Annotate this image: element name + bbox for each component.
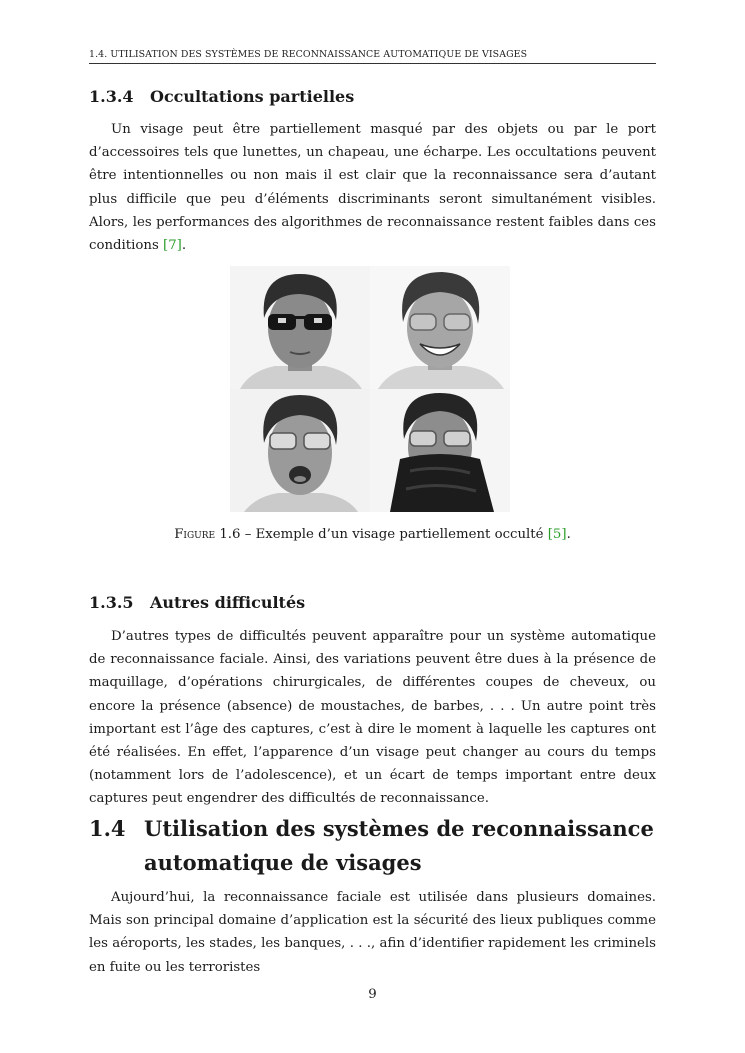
- running-head: 1.4. UTILISATION DES SYSTÈMES DE RECONNAISSANCE AUTOMATIQUE DE VISAGES: [89, 49, 656, 64]
- subsection-title: Occultations partielles: [150, 87, 355, 106]
- page-number: 9: [368, 987, 377, 1002]
- paragraph-text: Un visage peut être partiellement masqué par des objets ou par le port d’accessoires tels que lunettes, un chapeau, une écharpe. Les occultations peuvent être intentionnelles ou non mais il est clair que la reconnaissance sera d’autant plus difficile que peu d’éléments discriminants seront simultanément visibles. Alors, les performances des algorithmes de reconnaissance restent faibles dans ces conditions: [89, 122, 656, 254]
- figure-label: Figure 1.6: [174, 527, 241, 542]
- figure-caption: [0, 527, 745, 542]
- face-glasses-mouth-open-image: [230, 389, 370, 512]
- subsection-number: 1.3.5: [89, 593, 134, 612]
- paragraph-end: .: [181, 238, 187, 254]
- subsection-title: Autres difficultés: [150, 593, 306, 612]
- citation-link[interactable]: [7]: [163, 238, 182, 254]
- caption-text: – Exemple d’un visage partiellement occulté: [240, 527, 548, 542]
- subsection-heading-1-3-4: [89, 87, 354, 106]
- section-number: 1.4: [89, 816, 126, 841]
- subsection-heading-1-3-5: [89, 593, 305, 612]
- face-glasses-smiling-image: [370, 266, 510, 389]
- occluded-faces-figure: [230, 266, 510, 512]
- section-title: Utilisation des systèmes de reconnaissance automatique de visages: [144, 816, 654, 875]
- face-sunglasses-image: [230, 266, 370, 389]
- citation-link[interactable]: [5]: [547, 527, 567, 542]
- caption-end: .: [566, 527, 571, 542]
- section-heading-1-4: [89, 812, 656, 880]
- paragraph-autres-difficultes: D’autres types de difficultés peuvent apparaître pour un système automatique de reconnaissance faciale. Ainsi, des variations peuvent être dues à la présence de maquillage, d’opérations chirurgicales, de différentes coupes de cheveux, ou encore la présence (absence) de moustaches, de barbes, . . . Un autre point très important est l’âge des captures, c’est à dire le moment à laquelle les captures ont été réalisées. En effet, l’apparence d’un visage peut changer au cours du temps (notamment lors de l’adolescence), et un écart de temps important entre deux captures peut engendrer des difficultés de reconnaissance.: [89, 629, 656, 807]
- paragraph-occultations: [89, 118, 656, 257]
- paragraph-utilisation: Aujourd’hui, la reconnaissance faciale est utilisée dans plusieurs domaines. Mais son principal domaine d’application est la sécurité des lieux publiques comme les aéroports, les stades, les banques, . . ., afin d’identifier rapidement les criminels en fuite ou les terroristes: [89, 890, 656, 975]
- subsection-number: 1.3.4: [89, 87, 134, 106]
- face-scarf-image: [370, 389, 510, 512]
